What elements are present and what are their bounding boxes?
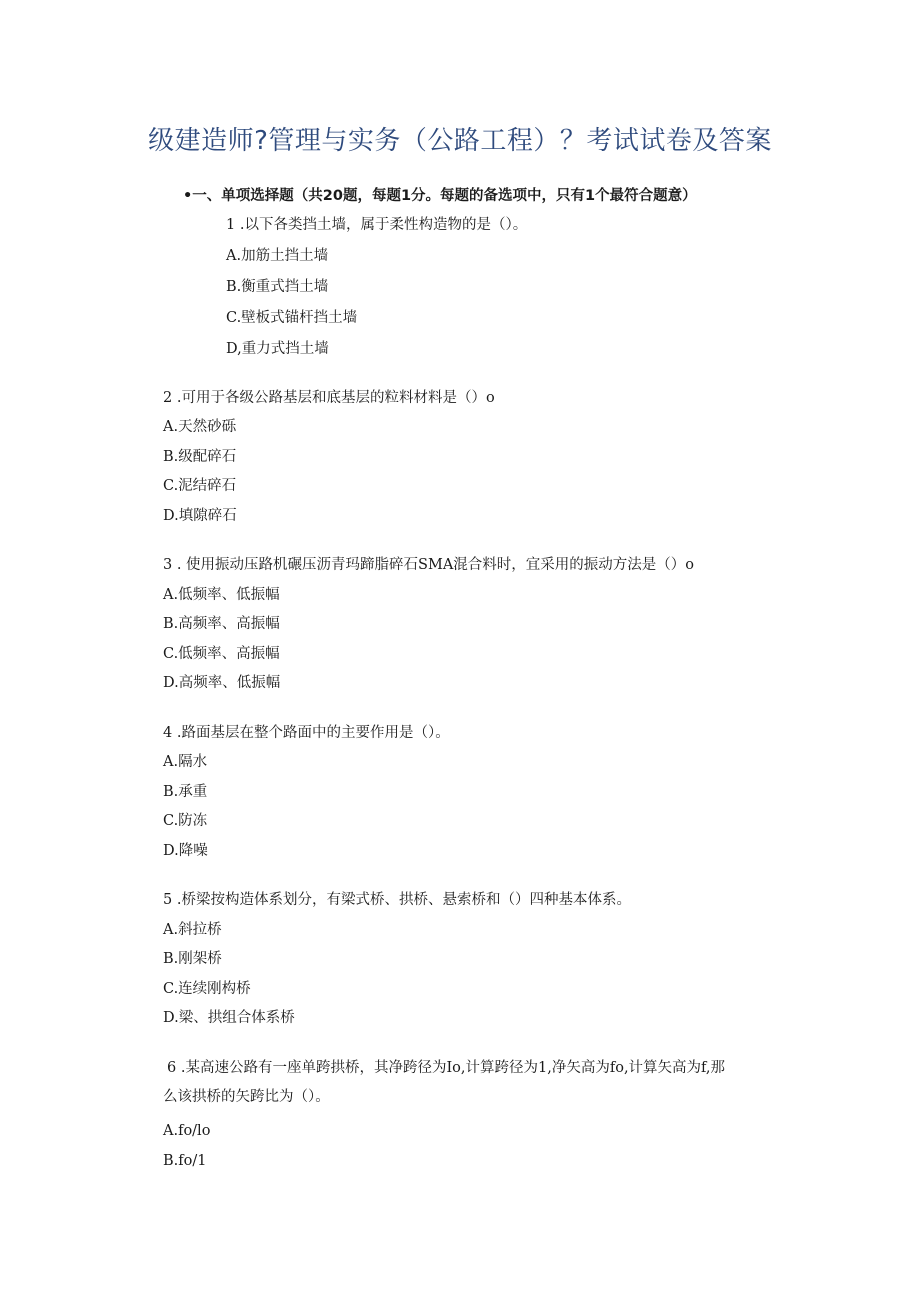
question-5-option-c: C.连续刚构桥	[163, 981, 251, 997]
question-6-stem-line-2: 么该拱桥的矢跨比为（）。	[163, 1089, 330, 1105]
question-2-stem: 2 .可用于各级公路基层和底基层的粒料材料是（）o	[163, 390, 495, 406]
question-3-option-c: C.低频率、高振幅	[163, 646, 280, 662]
question-5-option-d: D.梁、拱组合体系桥	[163, 1010, 295, 1026]
question-6-option-b: B.fo/1	[163, 1153, 207, 1169]
question-3-stem: 3 . 使用振动压路机碾压沥青玛蹄脂碎石SMA混合料时，宜采用的振动方法是（）o	[163, 557, 695, 573]
question-1-option-d: D,重力式挡土墙	[226, 341, 329, 357]
question-2-option-b: B.级配碎石	[163, 449, 237, 465]
question-4-option-b: B.承重	[163, 784, 208, 800]
question-3-option-d: D.高频率、低振幅	[163, 675, 281, 691]
question-1-option-c: C.壁板式锚杆挡土墙	[226, 310, 358, 326]
question-2-option-c: C.泥结碎石	[163, 478, 237, 494]
question-1-option-b: B.衡重式挡土墙	[226, 279, 329, 295]
question-4-stem: 4 .路面基层在整个路面中的主要作用是（）。	[163, 725, 450, 741]
question-5-option-b: B.刚架桥	[163, 951, 222, 967]
page-title: 级建造师?管理与实务（公路工程）？考试试卷及答案	[148, 126, 772, 156]
question-5-stem: 5 .桥梁按构造体系划分，有梁式桥、拱桥、悬索桥和（）四种基本体系。	[163, 892, 631, 908]
question-4-option-d: D.降噪	[163, 843, 208, 859]
question-4-option-a: A.隔水	[163, 754, 208, 770]
question-2-option-a: A.天然砂砾	[163, 419, 237, 435]
question-4-option-c: C.防冻	[163, 813, 208, 829]
section-heading: •一、单项选择题（共20题，每题1分。每题的备选项中，只有1个最符合题意）	[183, 188, 697, 204]
question-1-option-a: A.加筋土挡土墙	[226, 248, 329, 264]
question-2-option-d: D.填隙碎石	[163, 508, 237, 524]
question-5-option-a: A.斜拉桥	[163, 922, 222, 938]
question-6-stem-line-1: 6 .某高速公路有一座单跨拱桥，其净跨径为Io,计算跨径为1,净矢高为fo,计算矢高为f,那	[167, 1060, 726, 1076]
question-3-option-b: B.高频率、高振幅	[163, 616, 280, 632]
question-1-stem: 1 .以下各类挡土墙，属于柔性构造物的是（）。	[226, 217, 528, 233]
question-3-option-a: A.低频率、低振幅	[163, 587, 280, 603]
question-6-option-a: A.fo/lo	[163, 1123, 211, 1139]
